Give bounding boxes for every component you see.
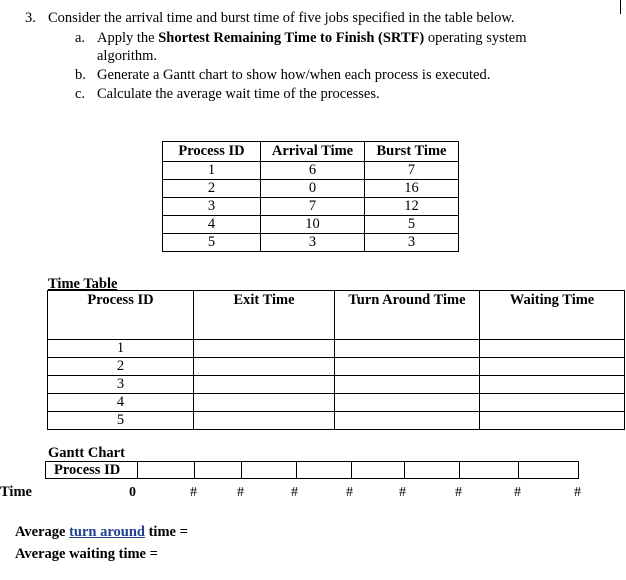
table-row (163, 234, 459, 252)
cell-burst-time: 5 (365, 216, 459, 234)
cell-turn-around-time (335, 358, 480, 376)
gantt-slot (137, 461, 195, 479)
cell-process-id: 2 (163, 180, 261, 198)
gantt-time-label: Time (0, 484, 32, 500)
cell-arrival-time: 7 (261, 198, 365, 216)
cell-waiting-time (480, 358, 625, 376)
gantt-time-start: 0 (129, 485, 136, 500)
cell-burst-time: 3 (365, 234, 459, 252)
gantt-slot (351, 461, 405, 479)
gantt-slot (296, 461, 352, 479)
gantt-time-mark: # (190, 485, 197, 500)
header-waiting-time: Waiting Time (480, 291, 625, 340)
header-exit-time: Exit Time (194, 291, 335, 340)
table-row (48, 358, 625, 376)
cell-burst-time: 12 (365, 198, 459, 216)
cell-process-id: 1 (48, 340, 194, 358)
gantt-time-mark: # (291, 485, 298, 500)
cell-process-id: 2 (48, 358, 194, 376)
cell-process-id: 4 (48, 394, 194, 412)
table-row (48, 340, 625, 358)
cell-exit-time (194, 376, 335, 394)
cell-waiting-time (480, 394, 625, 412)
gantt-time-mark: # (574, 485, 581, 500)
header-process-id: Process ID (48, 291, 194, 340)
table-row (48, 376, 625, 394)
header-process-id: Process ID (163, 142, 261, 162)
cell-process-id: 3 (48, 376, 194, 394)
table-row (163, 216, 459, 234)
cell-arrival-time: 0 (261, 180, 365, 198)
gantt-time-mark: # (455, 485, 462, 500)
page-edge-mark (620, 0, 621, 14)
time-table (47, 290, 625, 430)
cell-process-id: 1 (163, 162, 261, 180)
jobs-table (162, 141, 459, 252)
gantt-title: Gantt Chart (48, 445, 125, 461)
cell-exit-time (194, 358, 335, 376)
part-a-letter: a. (75, 30, 86, 46)
time-table-header (48, 291, 625, 340)
table-row (48, 412, 625, 430)
average-turnaround-label: Average turn around time = (15, 524, 188, 540)
header-arrival-time: Arrival Time (261, 142, 365, 162)
part-c-text: Calculate the average wait time of the processes. (97, 86, 380, 102)
cell-burst-time: 7 (365, 162, 459, 180)
gantt-label-box (45, 461, 138, 479)
gantt-label: Process ID (54, 462, 121, 478)
cell-process-id: 3 (163, 198, 261, 216)
average-waiting-label: Average waiting time = (15, 546, 158, 562)
jobs-table-header (163, 142, 459, 162)
cell-waiting-time (480, 340, 625, 358)
cell-waiting-time (480, 376, 625, 394)
gantt-time-mark: # (514, 485, 521, 500)
table-row (163, 162, 459, 180)
gantt-slot (194, 461, 242, 479)
cell-turn-around-time (335, 412, 480, 430)
time-table-title: Time Table (48, 276, 118, 292)
cell-turn-around-time (335, 376, 480, 394)
table-row (163, 180, 459, 198)
gantt-time-mark: # (399, 485, 406, 500)
part-b-letter: b. (75, 67, 86, 83)
cell-arrival-time: 10 (261, 216, 365, 234)
cell-turn-around-time (335, 340, 480, 358)
question-number: 3. (25, 10, 36, 26)
gantt-time-mark: # (346, 485, 353, 500)
cell-process-id: 5 (163, 234, 261, 252)
gantt-slot (404, 461, 460, 479)
question-text: Consider the arrival time and burst time of five jobs specified in the table below. (48, 10, 515, 26)
gantt-slot (518, 461, 579, 479)
gantt-slot (459, 461, 519, 479)
cell-exit-time (194, 394, 335, 412)
cell-process-id: 5 (48, 412, 194, 430)
cell-burst-time: 16 (365, 180, 459, 198)
gantt-slot (241, 461, 297, 479)
header-turn-around-time: Turn Around Time (335, 291, 480, 340)
part-b-text: Generate a Gantt chart to show how/when each process is executed. (97, 67, 491, 83)
cell-turn-around-time (335, 394, 480, 412)
part-a-text-cont: algorithm. (97, 48, 158, 64)
part-a-text: Apply the Shortest Remaining Time to Finish (SRTF) operating system (97, 30, 527, 46)
cell-waiting-time (480, 412, 625, 430)
part-c-letter: c. (75, 86, 86, 102)
cell-exit-time (194, 412, 335, 430)
cell-exit-time (194, 340, 335, 358)
table-row (163, 198, 459, 216)
header-burst-time: Burst Time (365, 142, 459, 162)
cell-arrival-time: 3 (261, 234, 365, 252)
table-row (48, 394, 625, 412)
cell-process-id: 4 (163, 216, 261, 234)
gantt-time-mark: # (237, 485, 244, 500)
cell-arrival-time: 6 (261, 162, 365, 180)
